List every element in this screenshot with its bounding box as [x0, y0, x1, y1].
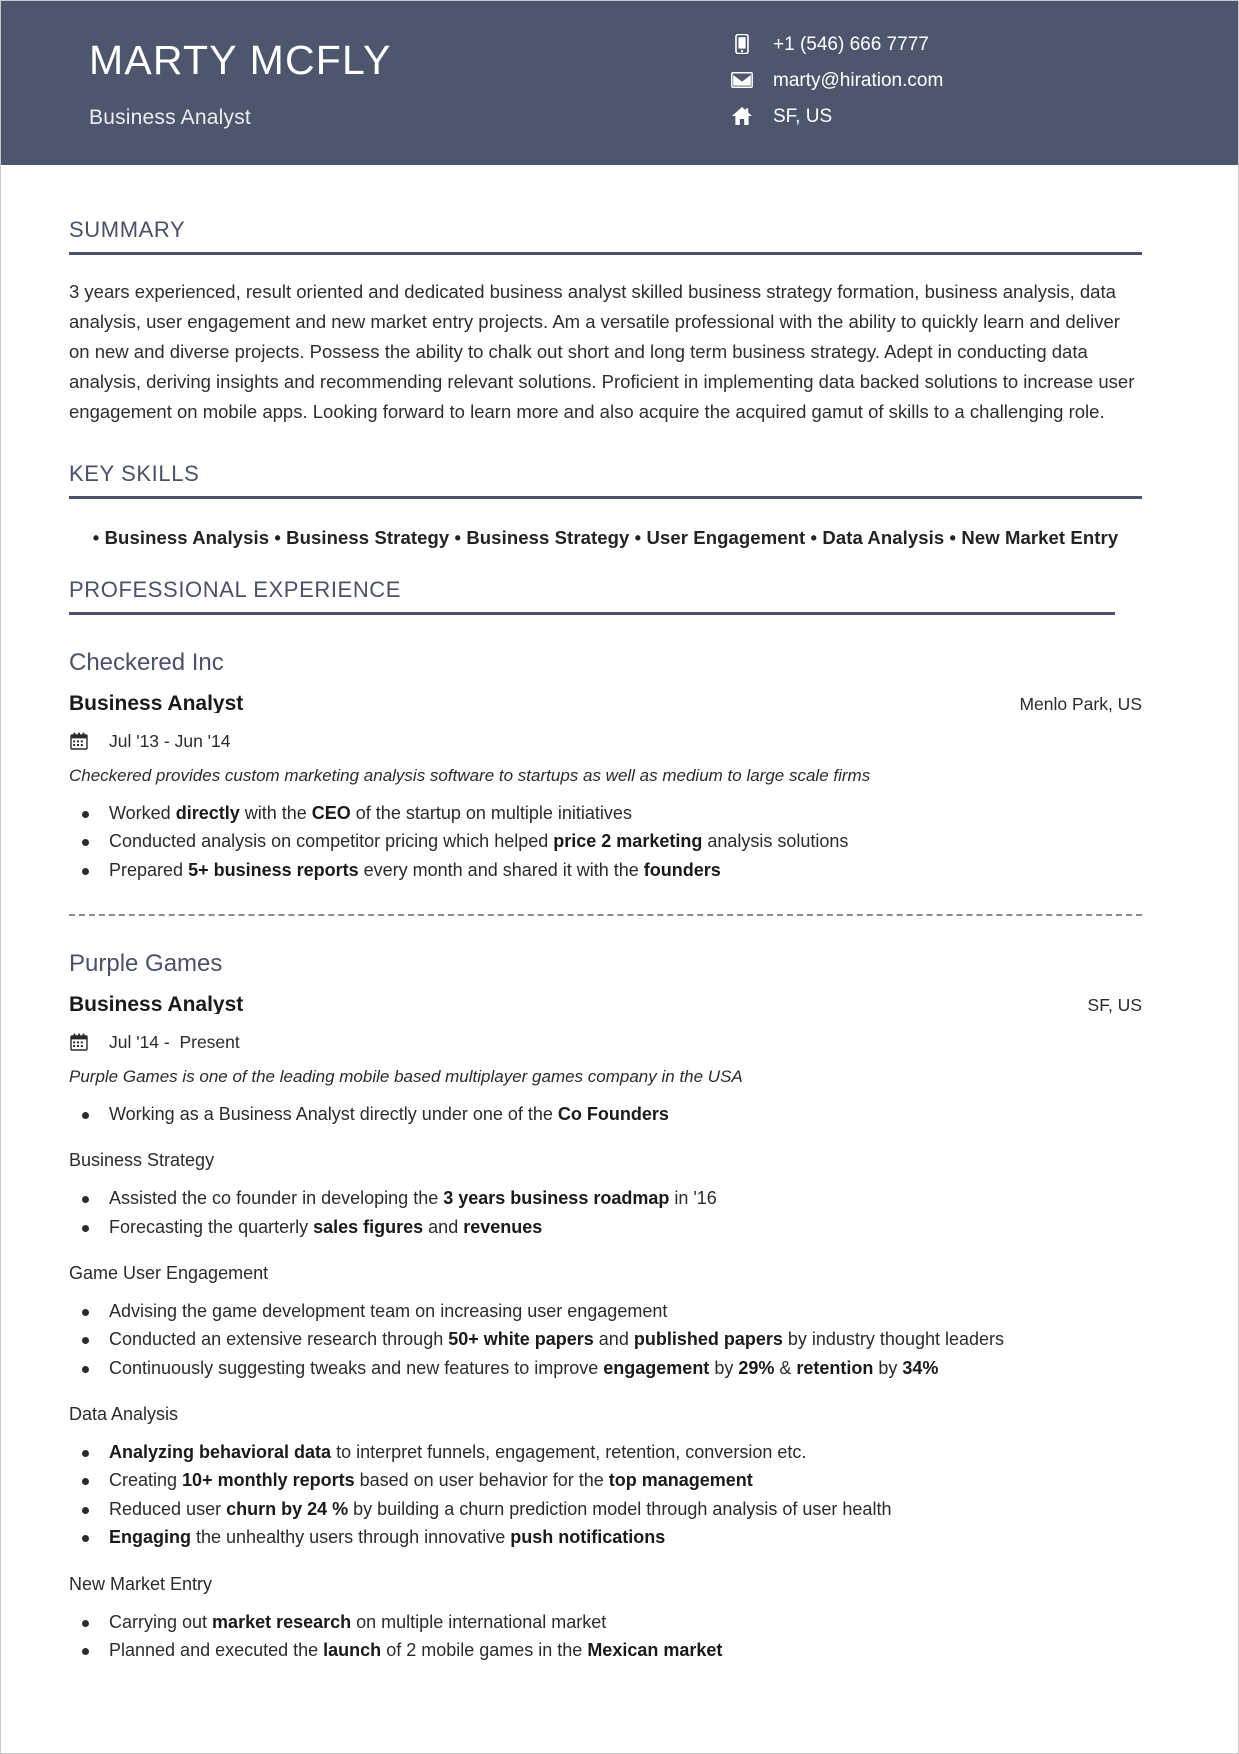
home-icon — [729, 105, 755, 127]
role-date-range — [69, 1032, 1142, 1053]
section-divider — [69, 612, 1115, 615]
section-title-key-skills: KEY SKILLS — [69, 460, 200, 486]
company-description: Purple Games is one of the leading mobile based multiplayer games company in the USA — [69, 1066, 743, 1086]
bullet-list — [69, 1185, 1142, 1241]
role-location: Menlo Park, US — [1019, 693, 1142, 714]
list-item: Worked directly with the CEO of the startup on multiple initiatives — [69, 800, 1142, 827]
list-item: Continuously suggesting tweaks and new features to improve engagement by 29% & retention by 34% — [69, 1355, 1142, 1382]
section-summary — [69, 217, 1142, 427]
header-job-title: Business Analyst — [89, 106, 251, 130]
bullet-group-heading: Data Analysis — [69, 1404, 179, 1425]
key-skills-list: • Business Analysis • Business Strategy • Business Strategy • User Engagement • Data Analysis • New Market Entry — [92, 526, 1119, 548]
role-title: Business Analyst — [69, 993, 244, 1014]
section-professional-experience — [69, 577, 1142, 1664]
role-title: Business Analyst — [69, 692, 244, 713]
role-date-range — [69, 731, 1142, 752]
role-location: SF, US — [1087, 994, 1142, 1015]
list-item: Forecasting the quarterly sales figures and revenues — [69, 1214, 1142, 1241]
page-title: MARTY MCFLY — [89, 37, 392, 83]
role-row — [69, 693, 1142, 715]
list-item: Assisted the co founder in developing the 3 years business roadmap in '16 — [69, 1185, 1142, 1212]
company-description: Checkered provides custom marketing analysis software to startups as well as medium to large scale firms — [69, 765, 871, 785]
contact-phone — [729, 33, 1238, 55]
resume-body — [1, 217, 1238, 1664]
list-item: Carrying out market research on multiple international market — [69, 1609, 1142, 1636]
list-item: Advising the game development team on increasing user engagement — [69, 1298, 1142, 1325]
section-title-professional-experience: PROFESSIONAL EXPERIENCE — [69, 576, 402, 602]
resume-header — [1, 1, 1238, 165]
envelope-icon — [729, 69, 755, 91]
bullet-group-heading: Game User Engagement — [69, 1263, 269, 1283]
contact-location-value: SF, US — [773, 105, 833, 127]
list-item: Planned and executed the launch of 2 mobile games in the Mexican market — [69, 1637, 1142, 1664]
list-item: Conducted an extensive research through 50+ white papers and published papers by industry thought leaders — [69, 1326, 1142, 1353]
list-item: Conducted analysis on competitor pricing which helped price 2 marketing analysis solutions — [69, 828, 1142, 855]
list-item: Reduced user churn by 24 % by building a churn prediction model through analysis of user health — [69, 1496, 1142, 1523]
section-divider — [69, 496, 1142, 499]
experience-entry — [69, 950, 1142, 1664]
section-key-skills — [69, 461, 1142, 549]
calendar-icon — [69, 1033, 89, 1051]
list-item: Creating 10+ monthly reports based on user behavior for the top management — [69, 1467, 1142, 1494]
contact-email-value: marty@hiration.com — [773, 69, 944, 91]
calendar-icon — [69, 732, 89, 750]
mobile-phone-icon — [729, 33, 755, 55]
bullet-list — [69, 1298, 1142, 1382]
experience-list — [69, 649, 1142, 1664]
bullet-list — [69, 1609, 1142, 1665]
contact-phone-value: +1 (546) 666 7777 — [773, 33, 929, 55]
header-identity — [1, 1, 729, 130]
bullet-group-heading: New Market Entry — [69, 1573, 213, 1594]
bullet-list — [69, 1439, 1142, 1551]
experience-entry — [69, 649, 1142, 884]
list-item: Engaging the unhealthy users through innovative push notifications — [69, 1524, 1142, 1551]
list-item: Analyzing behavioral data to interpret funnels, engagement, retention, conversion etc. — [69, 1439, 1142, 1466]
contact-list — [729, 1, 1238, 141]
role-row — [69, 994, 1142, 1016]
contact-email — [729, 69, 1238, 91]
section-title-summary: SUMMARY — [69, 217, 186, 242]
bullet-list — [69, 800, 1142, 884]
company-name: Checkered Inc — [69, 648, 224, 676]
list-item: Working as a Business Analyst directly under one of the Co Founders — [69, 1101, 1142, 1128]
experience-separator — [69, 914, 1142, 916]
contact-location — [729, 105, 1238, 127]
bullet-list — [69, 1101, 1142, 1128]
role-date-text: Jul '14 - Present — [109, 1031, 240, 1052]
list-item: Prepared 5+ business reports every month and shared it with the founders — [69, 857, 1142, 884]
role-date-text: Jul '13 - Jun '14 — [109, 730, 231, 751]
bullet-group-heading: Business Strategy — [69, 1150, 215, 1171]
section-divider — [69, 252, 1142, 255]
summary-text: 3 years experienced, result oriented and dedicated business analyst skilled business strategy formation, business analysis, data analysis, user engagement and new market entry projects. Am a versatile professional with the ability to quickly learn and deliver on new and diverse projects. Possess the ability to chalk out short and long term business strategy. Adept in conducting data analysis, deriving insights and recommending relevant solutions. Proficient in implementing data backed solutions to increase user engagement on mobile apps. Looking forward to learn more and also acquire the acquired gamut of skills to a challenging role. — [69, 281, 1135, 422]
company-name: Purple Games — [69, 949, 223, 977]
